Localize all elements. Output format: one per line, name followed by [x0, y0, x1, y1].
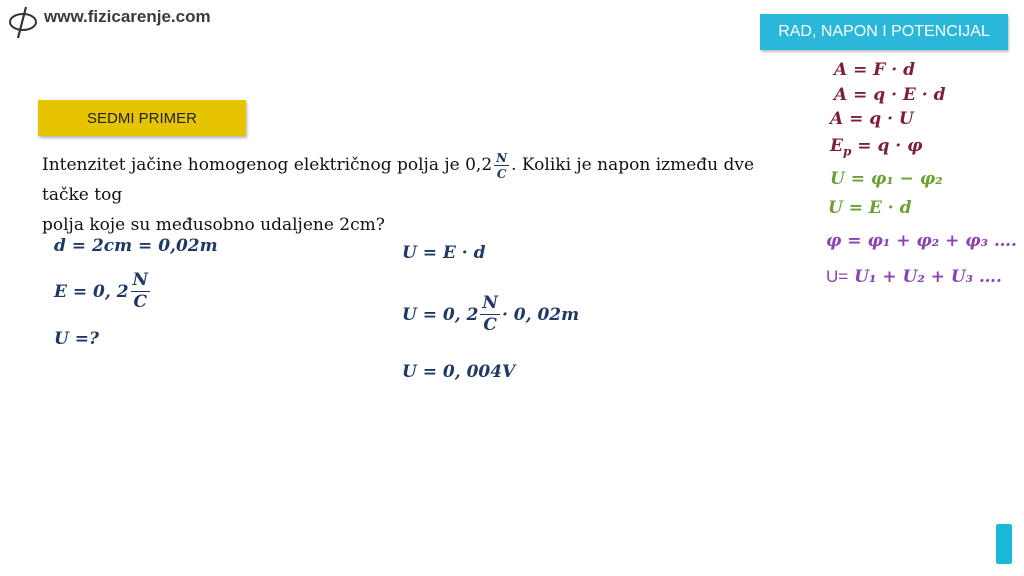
formula-potential-energy — [830, 136, 922, 158]
formula-work-force: A = F · d — [834, 60, 915, 80]
given-d: d = 2cm = 0,02m — [54, 236, 218, 256]
given-u: U =? — [54, 329, 99, 349]
solution-formula: U = E · d — [402, 243, 486, 263]
formula-voltage-field: U = E · d — [828, 198, 912, 218]
problem-fraction — [494, 152, 509, 180]
given-e — [54, 272, 152, 311]
given-e-prefix: E = 0, 2 — [54, 281, 129, 302]
problem-line-2: polja koje su međusobno udaljene 2cm? — [42, 215, 385, 235]
topic-label: RAD, NAPON I POTENCIJAL — [778, 23, 990, 40]
solution-fraction — [480, 295, 500, 334]
solution-sub-prefix: U = 0, 2 — [402, 304, 479, 325]
formula-ep-base: E — [830, 136, 843, 156]
problem-frac-den: C — [496, 166, 507, 181]
solution-sub-num: N — [482, 293, 498, 313]
site-logo[interactable] — [6, 4, 211, 40]
problem-frac-num: N — [496, 150, 508, 165]
logo-text: www.fizicarenje.com — [44, 7, 211, 26]
formula-voltage-sum — [826, 267, 1002, 287]
formula-voltage-sum-prefix: U= — [826, 267, 849, 286]
topic-banner — [760, 14, 1008, 50]
given-e-num: N — [132, 270, 149, 290]
formula-voltage-potential: U = φ₁ − φ₂ — [830, 169, 943, 189]
formula-ep-sub: p — [842, 144, 852, 159]
formula-work-field: A = q · E · d — [834, 85, 946, 105]
solution-sub-den: C — [483, 315, 497, 335]
scroll-thumb[interactable] — [996, 524, 1012, 564]
problem-text-part2: . Koliki je napon između dve tačke tog — [42, 155, 755, 205]
given-e-den: C — [133, 292, 148, 312]
phi-logo-icon — [6, 5, 40, 39]
section-banner — [38, 100, 246, 136]
section-label: SEDMI PRIMER — [86, 109, 197, 127]
formula-work-voltage: A = q · U — [830, 109, 914, 129]
problem-line-1 — [42, 150, 762, 210]
solution-substitution — [402, 295, 579, 334]
formula-voltage-sum-rest: U₁ + U₂ + U₃ …. — [848, 267, 1002, 287]
formula-ep-rest: = q · φ — [851, 136, 923, 156]
solution-sub-suffix: · 0, 02m — [501, 304, 580, 325]
given-e-fraction — [131, 272, 151, 311]
solution-result: U = 0, 004V — [402, 362, 516, 382]
problem-text-part1: Intenzitet jačine homogenog električnog polja je 0,2 — [42, 155, 493, 175]
problem-statement — [42, 150, 762, 240]
formula-potential-sum: φ = φ₁ + φ₂ + φ₃ …. — [826, 231, 1017, 251]
